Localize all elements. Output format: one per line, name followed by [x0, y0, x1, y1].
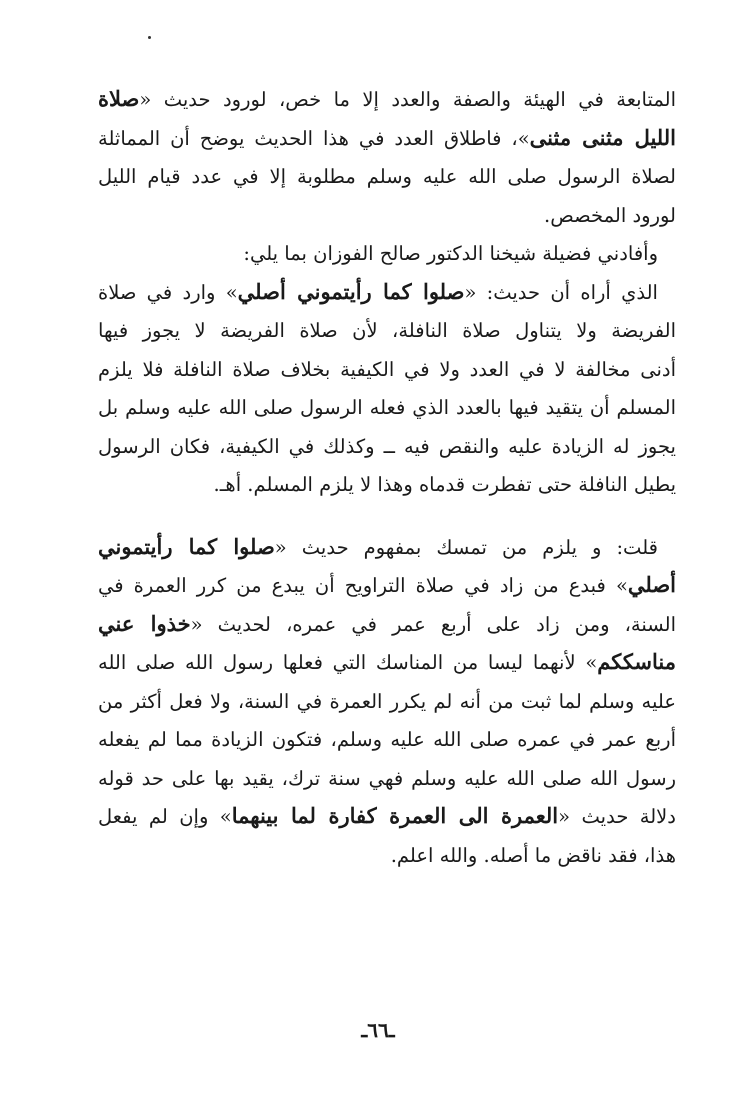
text-line: الذي أراه أن حديث: «صلوا كما رأيتموني أصلي» وارد في صلاة — [98, 278, 658, 304]
page-body — [98, 80, 676, 874]
text-line: دلالة حديث «العمرة الى العمرة كفارة لما بينهما» وإن لم يفعل — [98, 803, 676, 828]
text-line: قلت: و يلزم من تمسك بمفهوم حديث «صلوا كما رأيتموني — [98, 533, 658, 559]
text-line: يجوز له الزيادة عليه والنقص فيه ــ وكذلك في الكيفية، فكان الرسول — [98, 434, 676, 458]
speck — [148, 36, 151, 39]
page-number: ـ٦٦ـ — [361, 1018, 395, 1042]
text-line: رسول الله صلى الله عليه وسلم فهي سنة ترك، يقيد بها على حد قوله — [98, 766, 676, 790]
text-line: مناسككم» لأنهما ليسا من المناسك التي فعلها رسول الله صلى الله — [98, 649, 676, 674]
text-line: وأفادني فضيلة شيخنا الدكتور صالح الفوزان بما يلي: — [243, 242, 658, 265]
text-line: أدنى مخالفة لا في العدد ولا في الكيفية بخلاف صلاة النافلة فلا يلزم — [98, 357, 676, 381]
text-line: يطيل النافلة حتى تفطرت قدماه وهذا لا يلزم المسلم. أهـ. — [213, 473, 676, 496]
text-line: لورود المخصص. — [544, 203, 676, 227]
text-line: السنة، ومن زاد على أربع عمر في عمره، لحديث «خذوا عني — [98, 610, 676, 636]
text-line: هذا، فقد ناقض ما أصله. والله اعلم. — [390, 843, 676, 867]
text-line: الفريضة ولا يتناول صلاة النافلة، لأن صلاة الفريضة لا يجوز فيها — [98, 319, 676, 342]
text-line: الليل مثنى مثنى»، فاطلاق العدد في هذا الحديث يوضح أن المماثلة — [98, 124, 676, 150]
text-line: أصلي» فبدع من زاد في صلاة التراويح أن يبدع من كرر العمرة في — [98, 572, 676, 597]
text-line: عليه وسلم لما ثبت من أنه لم يكرر العمرة في السنة، ولا فعل أكثر من — [98, 689, 676, 713]
text-line: أربع عمر في عمره صلى الله عليه وسلم، فتكون الزيادة مما لم يفعله — [98, 728, 676, 751]
text-line: لصلاة الرسول صلى الله عليه وسلم مطلوبة إلا في عدد قيام الليل — [98, 165, 676, 188]
text-line: المتابعة في الهيئة والصفة والعدد إلا ما خص، لورود حديث «صلاة — [98, 86, 676, 111]
text-line: المسلم أن يتقيد فيها بالعدد الذي فعله الرسول صلى الله عليه وسلم بل — [98, 396, 676, 419]
paragraph-gap — [98, 504, 676, 528]
